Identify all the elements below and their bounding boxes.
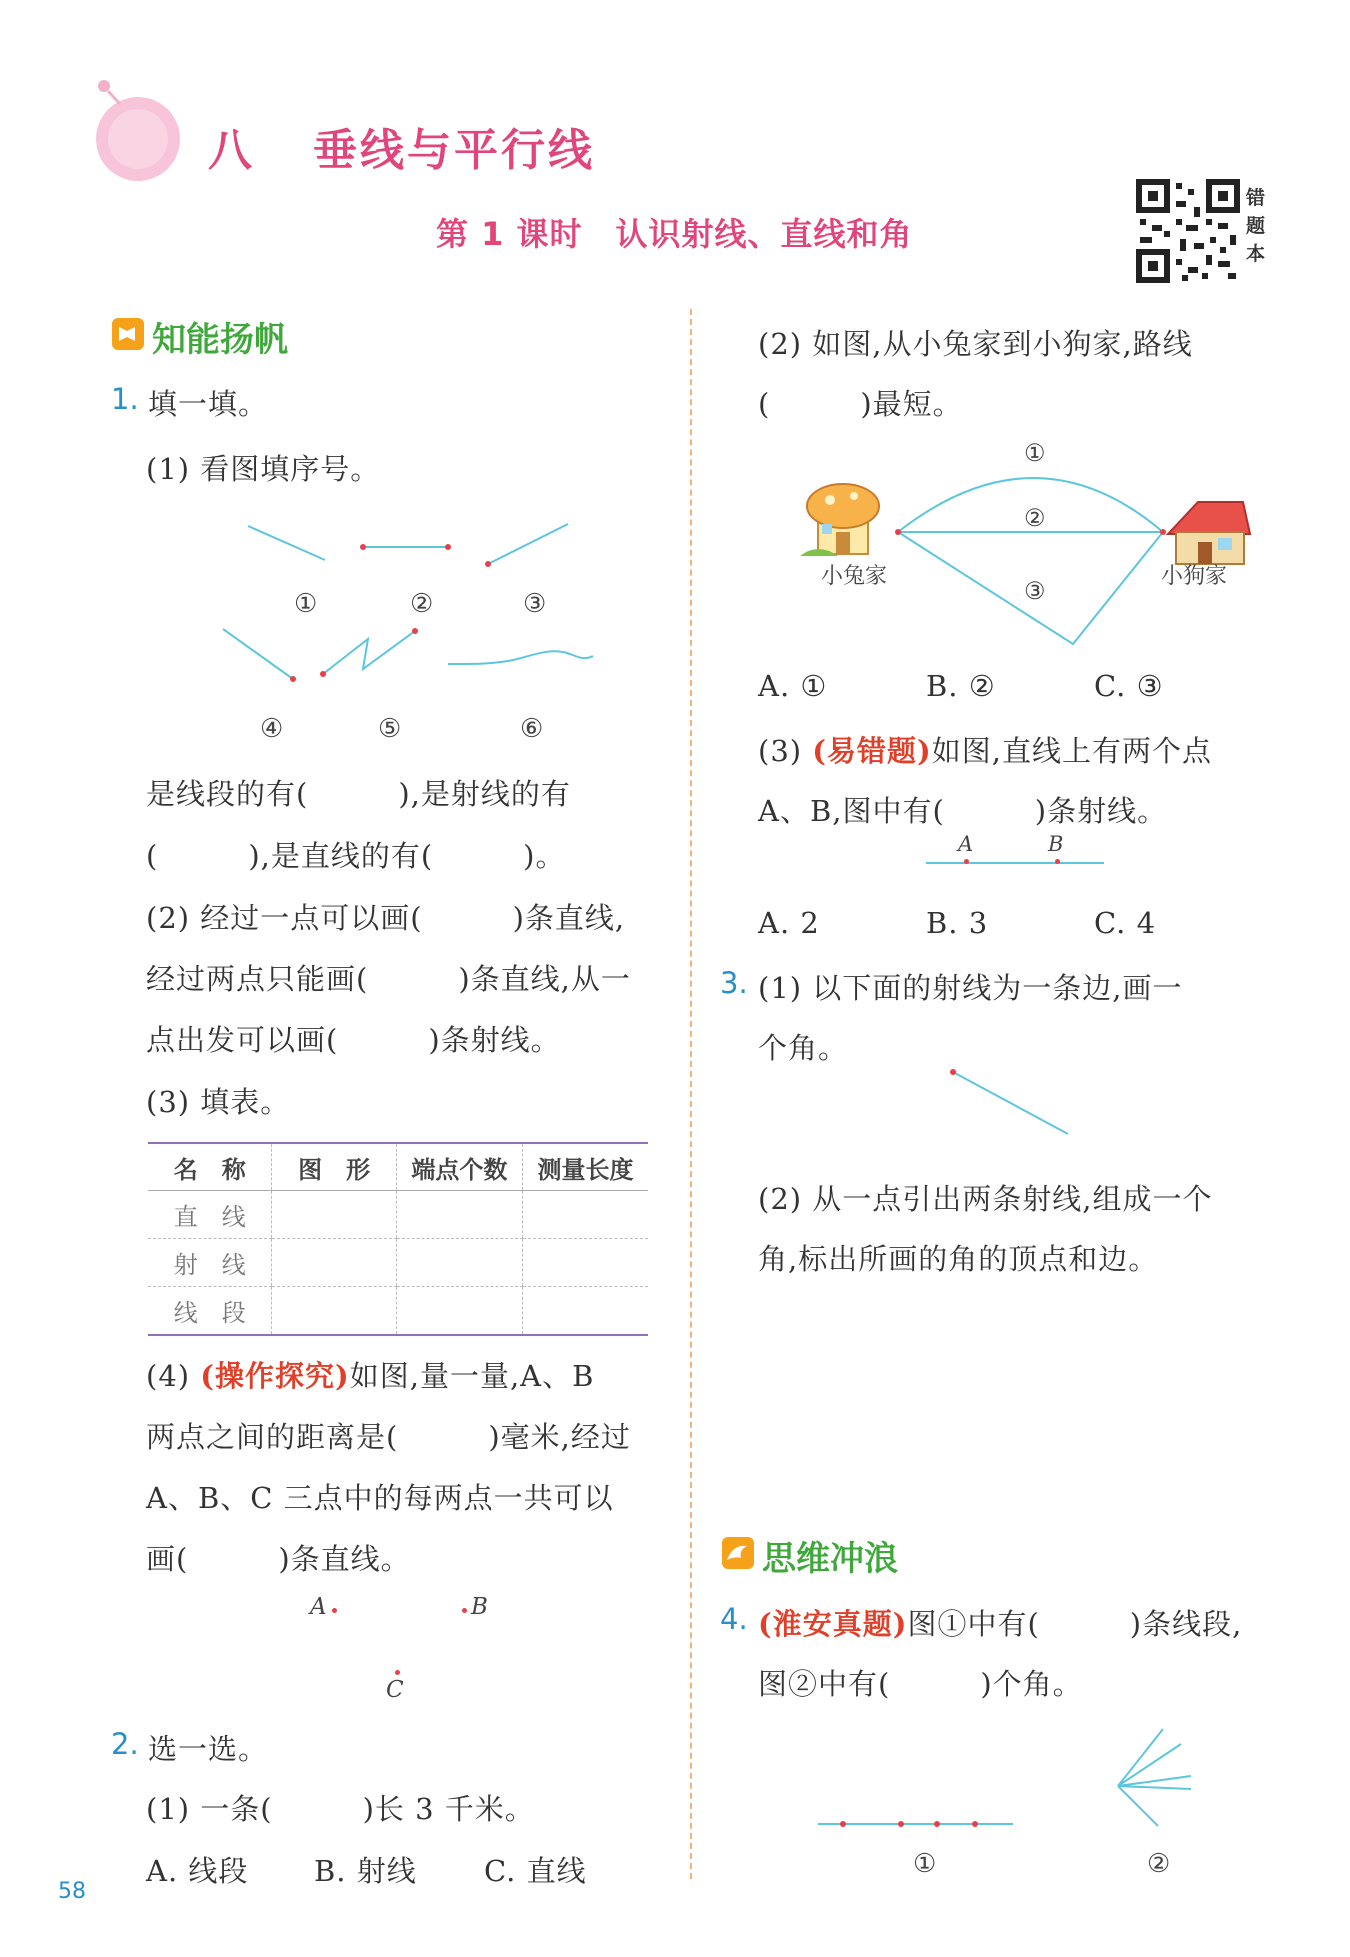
- page-number: 58: [58, 1879, 86, 1904]
- q1-3-title: (3) 填表。: [146, 1085, 291, 1119]
- dog-house-point: [1160, 529, 1166, 535]
- table-header-name: 名 称: [148, 1143, 272, 1191]
- q2-3-line2: A、B,图中有( )条射线。: [758, 794, 1168, 828]
- route-label-1: ①: [1024, 439, 1046, 467]
- figure-5-start-point: [320, 671, 326, 677]
- q1-4-line1: [146, 1354, 594, 1395]
- figure-6-curve: [448, 651, 593, 664]
- point-a: [332, 1608, 337, 1613]
- figure-3-ray: [488, 524, 568, 564]
- table-cell-blank[interactable]: [396, 1191, 522, 1239]
- figure-label-3: ③: [523, 589, 547, 619]
- q2-2-line2: ( )最短。: [758, 387, 963, 421]
- table-cell-blank[interactable]: [522, 1287, 648, 1336]
- qr-code-icon[interactable]: [1136, 179, 1240, 283]
- table-row: [148, 1191, 648, 1239]
- table-cell-blank[interactable]: [272, 1239, 396, 1287]
- q2-3-label-b: B: [1048, 832, 1064, 856]
- dog-house-icon: [1168, 502, 1250, 564]
- figure-label-5: ⑤: [378, 714, 402, 744]
- lesson-title: 第 1 课时 认识射线、直线和角: [436, 215, 913, 253]
- q2-1-option-a[interactable]: A. 线段: [146, 1854, 249, 1888]
- figure-2-start-point: [360, 544, 366, 550]
- qr-label: 错题本: [1246, 187, 1266, 265]
- q2-3-option-c[interactable]: C. 4: [1094, 906, 1157, 940]
- q1-1-title: (1) 看图填序号。: [146, 452, 381, 486]
- fill-in-table: [148, 1142, 648, 1336]
- chapter-number: 八: [208, 125, 255, 176]
- section-title-zhinengyangfan: 知能扬帆: [152, 320, 288, 360]
- q3-2-line1: (2) 从一点引出两条射线,组成一个: [758, 1182, 1213, 1216]
- q2-3-label-a: A: [958, 832, 974, 856]
- section-title-siweichonglang: 思维冲浪: [762, 1539, 898, 1579]
- figure-2-end-point: [445, 544, 451, 550]
- chapter-title: 垂线与平行线: [313, 125, 595, 176]
- table-cell-ray: 射 线: [148, 1239, 272, 1287]
- q2-3-tag: (易错题): [812, 734, 932, 768]
- table-cell-line: 直 线: [148, 1191, 272, 1239]
- q2-3-line1: [758, 729, 1212, 770]
- table-row: [148, 1287, 648, 1336]
- q1-2-line1: (2) 经过一点可以画( )条直线,: [146, 901, 626, 935]
- book-flag-icon: [111, 317, 145, 351]
- q2-1-option-b[interactable]: B. 射线: [314, 1854, 417, 1888]
- q4-figures: [813, 1714, 1213, 1844]
- q4-label-2: ②: [1147, 1849, 1171, 1879]
- dog-house-label: 小狗家: [1161, 564, 1228, 589]
- table-cell-segment: 线 段: [148, 1287, 272, 1336]
- rabbit-house-label: 小兔家: [821, 564, 888, 589]
- figure-5-end-point: [412, 628, 418, 634]
- q1-title: 填一填。: [148, 387, 269, 421]
- q2-3-option-b[interactable]: B. 3: [926, 906, 989, 940]
- q4-number: 4.: [720, 1602, 748, 1636]
- route-diagram: [798, 434, 1258, 664]
- table-header-figure: 图 形: [272, 1143, 396, 1191]
- rabbit-house-icon: [800, 484, 879, 556]
- q1-4-line4: 画( )条直线。: [146, 1542, 411, 1576]
- table-row: [148, 1239, 648, 1287]
- figure-5-polyline: [323, 631, 415, 674]
- pink-ball-decoration: [68, 64, 208, 184]
- q2-1-question: (1) 一条( )长 3 千米。: [146, 1792, 535, 1826]
- figure-label-6: ⑥: [520, 714, 544, 744]
- q2-2-option-c[interactable]: C. ③: [1094, 669, 1164, 703]
- point-b: [462, 1608, 467, 1613]
- q3-2-line2: 角,标出所画的角的顶点和边。: [758, 1242, 1159, 1276]
- route-label-2: ②: [1024, 504, 1046, 532]
- q1-4-tag: (操作探究): [200, 1359, 350, 1393]
- q2-3-option-a[interactable]: A. 2: [758, 906, 820, 940]
- table-cell-blank[interactable]: [396, 1239, 522, 1287]
- q1-1-line1: 是线段的有( ),是射线的有: [146, 777, 571, 811]
- q2-3-prefix: (3): [758, 734, 813, 768]
- table-header-endpoint-count: 端点个数: [396, 1143, 522, 1191]
- q1-1-line2: ( ),是直线的有( )。: [146, 839, 566, 873]
- table-cell-blank[interactable]: [396, 1287, 522, 1336]
- q2-2-line1: (2) 如图,从小兔家到小狗家,路线: [758, 327, 1193, 361]
- q3-1-line1: (1) 以下面的射线为一条边,画一: [758, 971, 1183, 1005]
- table-cell-blank[interactable]: [272, 1191, 396, 1239]
- q1-2-line3: 点出发可以画( )条射线。: [146, 1023, 561, 1057]
- figure-label-1: ①: [294, 589, 318, 619]
- figure-4-endpoint: [290, 676, 296, 682]
- q2-1-option-c[interactable]: C. 直线: [484, 1854, 587, 1888]
- figure-3-endpoint: [485, 561, 491, 567]
- figure-1-line: [248, 526, 325, 560]
- q3-1-line2: 个角。: [758, 1031, 849, 1065]
- q2-title: 选一选。: [148, 1732, 269, 1766]
- q2-2-option-a[interactable]: A. ①: [758, 669, 828, 703]
- q4-line1-text: 图①中有( )条线段,: [907, 1607, 1243, 1641]
- q3-number: 3.: [720, 966, 748, 1000]
- table-cell-blank[interactable]: [522, 1191, 648, 1239]
- route-label-3: ③: [1024, 577, 1046, 605]
- point-label-a: A: [310, 1594, 327, 1620]
- point-c: [395, 1670, 400, 1675]
- table-cell-blank[interactable]: [272, 1287, 396, 1336]
- figure-label-4: ④: [260, 714, 284, 744]
- point-label-c: C: [386, 1677, 404, 1703]
- table-header-length: 测量长度: [522, 1143, 648, 1191]
- q3-ray-figure: [948, 1064, 1078, 1144]
- q4-label-1: ①: [913, 1849, 937, 1879]
- q4-tag: (淮安真题): [758, 1607, 908, 1641]
- q2-2-option-b[interactable]: B. ②: [926, 669, 996, 703]
- q1-number: 1.: [111, 382, 139, 416]
- q2-3-line1-text: 如图,直线上有两个点: [931, 734, 1212, 768]
- q2-number: 2.: [111, 1727, 139, 1761]
- q4-line2: 图②中有( )个角。: [758, 1667, 1083, 1701]
- figure-4-ray: [223, 629, 293, 679]
- q2-3-straight-line: [926, 862, 1104, 864]
- table-cell-blank[interactable]: [522, 1239, 648, 1287]
- q4-figure-2-rays: [1118, 1729, 1191, 1826]
- point-label-b: B: [471, 1594, 488, 1620]
- rabbit-house-point: [895, 529, 901, 535]
- q1-4-line2: 两点之间的距离是( )毫米,经过: [146, 1420, 631, 1454]
- column-divider: [690, 309, 692, 1879]
- q1-2-line2: 经过两点只能画( )条直线,从一: [146, 962, 631, 996]
- q1-4-prefix: (4): [146, 1359, 201, 1393]
- q1-4-line1-text: 如图,量一量,A、B: [349, 1359, 595, 1393]
- q2-3-point-a: [964, 859, 969, 864]
- workbook-page: [18, 14, 1336, 1944]
- figure-label-2: ②: [410, 589, 434, 619]
- q4-line1: [758, 1602, 1242, 1643]
- q2-3-point-b: [1055, 859, 1060, 864]
- wave-icon: [721, 1536, 755, 1570]
- q1-4-line3: A、B、C 三点中的每两点一共可以: [146, 1481, 614, 1515]
